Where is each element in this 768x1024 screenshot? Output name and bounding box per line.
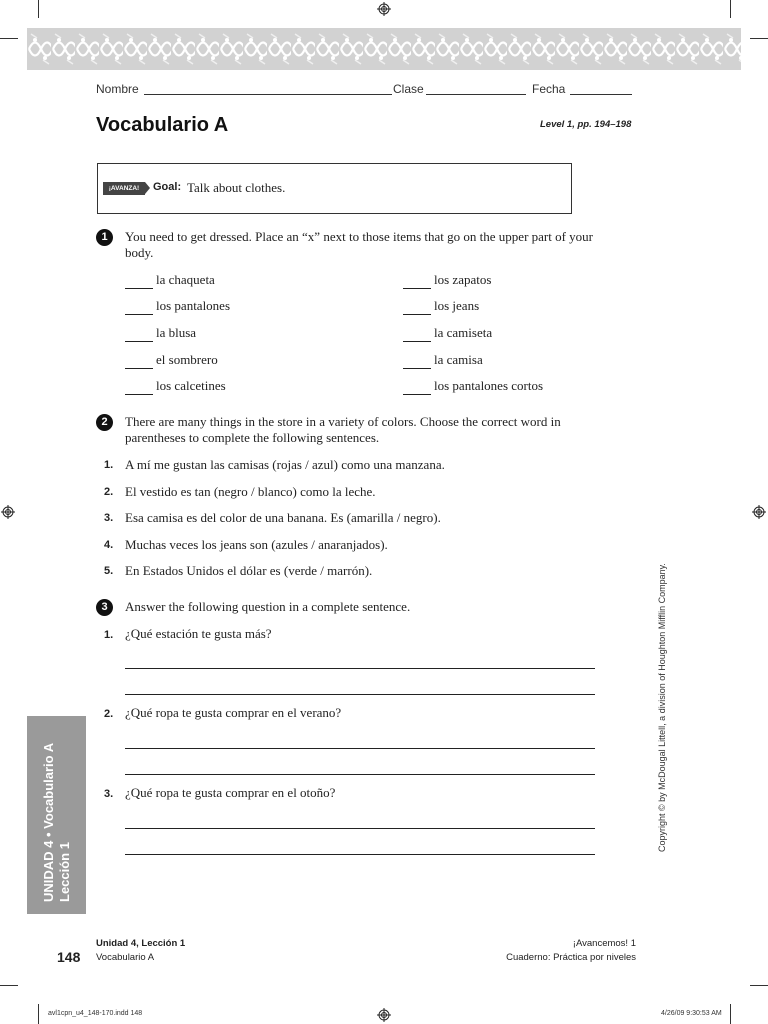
list-item: el sombrero bbox=[156, 352, 218, 367]
section1-instructions: You need to get dressed. Place an “x” next to those items that go on the upper part of your body. bbox=[125, 229, 594, 260]
answer-blank[interactable] bbox=[125, 314, 153, 315]
student-info-row bbox=[96, 82, 636, 98]
question-number: 5. bbox=[104, 565, 114, 577]
registration-mark-icon bbox=[377, 2, 391, 16]
list-item: los calcetines bbox=[156, 378, 226, 393]
side-tab-lesson: Lección 1 bbox=[57, 842, 72, 902]
footer-book-title: ¡Avancemos! 1 bbox=[572, 938, 636, 949]
answer-blank[interactable] bbox=[403, 394, 431, 395]
answer-line[interactable] bbox=[125, 854, 595, 855]
question-text: ¿Qué ropa te gusta comprar en el verano? bbox=[125, 705, 342, 720]
question-text: ¿Qué ropa te gusta comprar en el otoño? bbox=[125, 785, 336, 800]
page-title: Vocabulario A bbox=[96, 114, 229, 136]
question-text: Esa camisa es del color de una banana. Es (amarilla / negro). bbox=[125, 510, 441, 525]
answer-line[interactable] bbox=[125, 748, 595, 749]
page-number: 148 bbox=[57, 949, 81, 965]
copyright-notice: Copyright © by McDougal Littell, a division of Houghton Mifflin Company. bbox=[657, 563, 667, 852]
goal-label: Goal: bbox=[153, 181, 182, 193]
section3-instructions: Answer the following question in a complete sentence. bbox=[125, 599, 411, 614]
nombre-field[interactable] bbox=[144, 94, 392, 95]
goal-box bbox=[97, 163, 572, 214]
answer-line[interactable] bbox=[125, 668, 595, 669]
nombre-label: Nombre bbox=[96, 82, 139, 96]
answer-blank[interactable] bbox=[125, 394, 153, 395]
crop-mark bbox=[730, 1004, 731, 1024]
answer-blank[interactable] bbox=[403, 314, 431, 315]
side-tab-text bbox=[27, 716, 86, 914]
question-text: A mí me gustan las camisas (rojas / azul) como una manzana. bbox=[125, 457, 445, 472]
crop-mark bbox=[0, 985, 18, 986]
question-text: ¿Qué estación te gusta más? bbox=[125, 626, 272, 641]
fecha-label: Fecha bbox=[532, 82, 566, 96]
clase-field[interactable] bbox=[426, 94, 526, 95]
list-item: los jeans bbox=[434, 298, 480, 313]
question-number: 2. bbox=[104, 486, 114, 498]
question-text: El vestido es tan (negro / blanco) como la leche. bbox=[125, 484, 376, 499]
answer-line[interactable] bbox=[125, 774, 595, 775]
question-number: 3. bbox=[104, 512, 114, 524]
crop-mark bbox=[750, 985, 768, 986]
answer-line[interactable] bbox=[125, 828, 595, 829]
section-number-badge: 3 bbox=[96, 599, 113, 616]
question-number: 1. bbox=[104, 459, 114, 471]
registration-mark-icon bbox=[377, 1008, 391, 1022]
registration-mark-icon bbox=[752, 505, 766, 519]
answer-blank[interactable] bbox=[125, 341, 153, 342]
crop-mark bbox=[38, 1004, 39, 1024]
section-number-badge: 2 bbox=[96, 414, 113, 431]
list-item: los pantalones cortos bbox=[434, 378, 544, 393]
list-item: los pantalones bbox=[156, 298, 231, 313]
question-text: En Estados Unidos el dólar es (verde / marrón). bbox=[125, 563, 373, 578]
answer-blank[interactable] bbox=[125, 288, 153, 289]
question-number: 3. bbox=[104, 788, 114, 800]
crop-mark bbox=[750, 38, 768, 39]
slug-filename: avl1cpn_u4_148-170.indd 148 bbox=[48, 1010, 143, 1017]
avanza-badge: ¡AVANZA! bbox=[103, 182, 145, 195]
answer-line[interactable] bbox=[125, 694, 595, 695]
list-item: los zapatos bbox=[434, 272, 492, 287]
level-reference: Level 1, pp. 194–198 bbox=[540, 119, 632, 130]
answer-blank[interactable] bbox=[403, 368, 431, 369]
crop-mark bbox=[730, 0, 731, 18]
pattern-icon bbox=[27, 28, 741, 70]
list-item: la camiseta bbox=[434, 325, 493, 340]
footer-book-subtitle: Cuaderno: Práctica por niveles bbox=[506, 952, 636, 963]
footer-subtitle: Vocabulario A bbox=[96, 952, 155, 963]
registration-mark-icon bbox=[1, 505, 15, 519]
question-number: 2. bbox=[104, 708, 114, 720]
fecha-field[interactable] bbox=[570, 94, 632, 95]
crop-mark bbox=[38, 0, 39, 18]
answer-blank[interactable] bbox=[403, 341, 431, 342]
question-number: 4. bbox=[104, 539, 114, 551]
side-tab-unit: UNIDAD 4 • Vocabulario A bbox=[41, 742, 56, 902]
list-item: la blusa bbox=[156, 325, 197, 340]
question-text: Muchas veces los jeans son (azules / anaranjados). bbox=[125, 537, 388, 552]
slug-timestamp: 4/26/09 9:30:53 AM bbox=[661, 1010, 722, 1017]
list-item: la camisa bbox=[434, 352, 483, 367]
side-tab bbox=[27, 716, 86, 914]
section2-instructions: There are many things in the store in a variety of colors. Choose the correct word in parentheses to complete the following sentences. bbox=[125, 414, 561, 445]
decorative-banner bbox=[27, 28, 741, 70]
answer-blank[interactable] bbox=[403, 288, 431, 289]
section-number-badge: 1 bbox=[96, 229, 113, 246]
question-number: 1. bbox=[104, 629, 114, 641]
answer-blank[interactable] bbox=[125, 368, 153, 369]
clase-label: Clase bbox=[393, 82, 424, 96]
crop-mark bbox=[0, 38, 18, 39]
footer-unit: Unidad 4, Lección 1 bbox=[96, 938, 186, 949]
goal-text: Talk about clothes. bbox=[187, 180, 286, 195]
list-item: la chaqueta bbox=[156, 272, 215, 287]
